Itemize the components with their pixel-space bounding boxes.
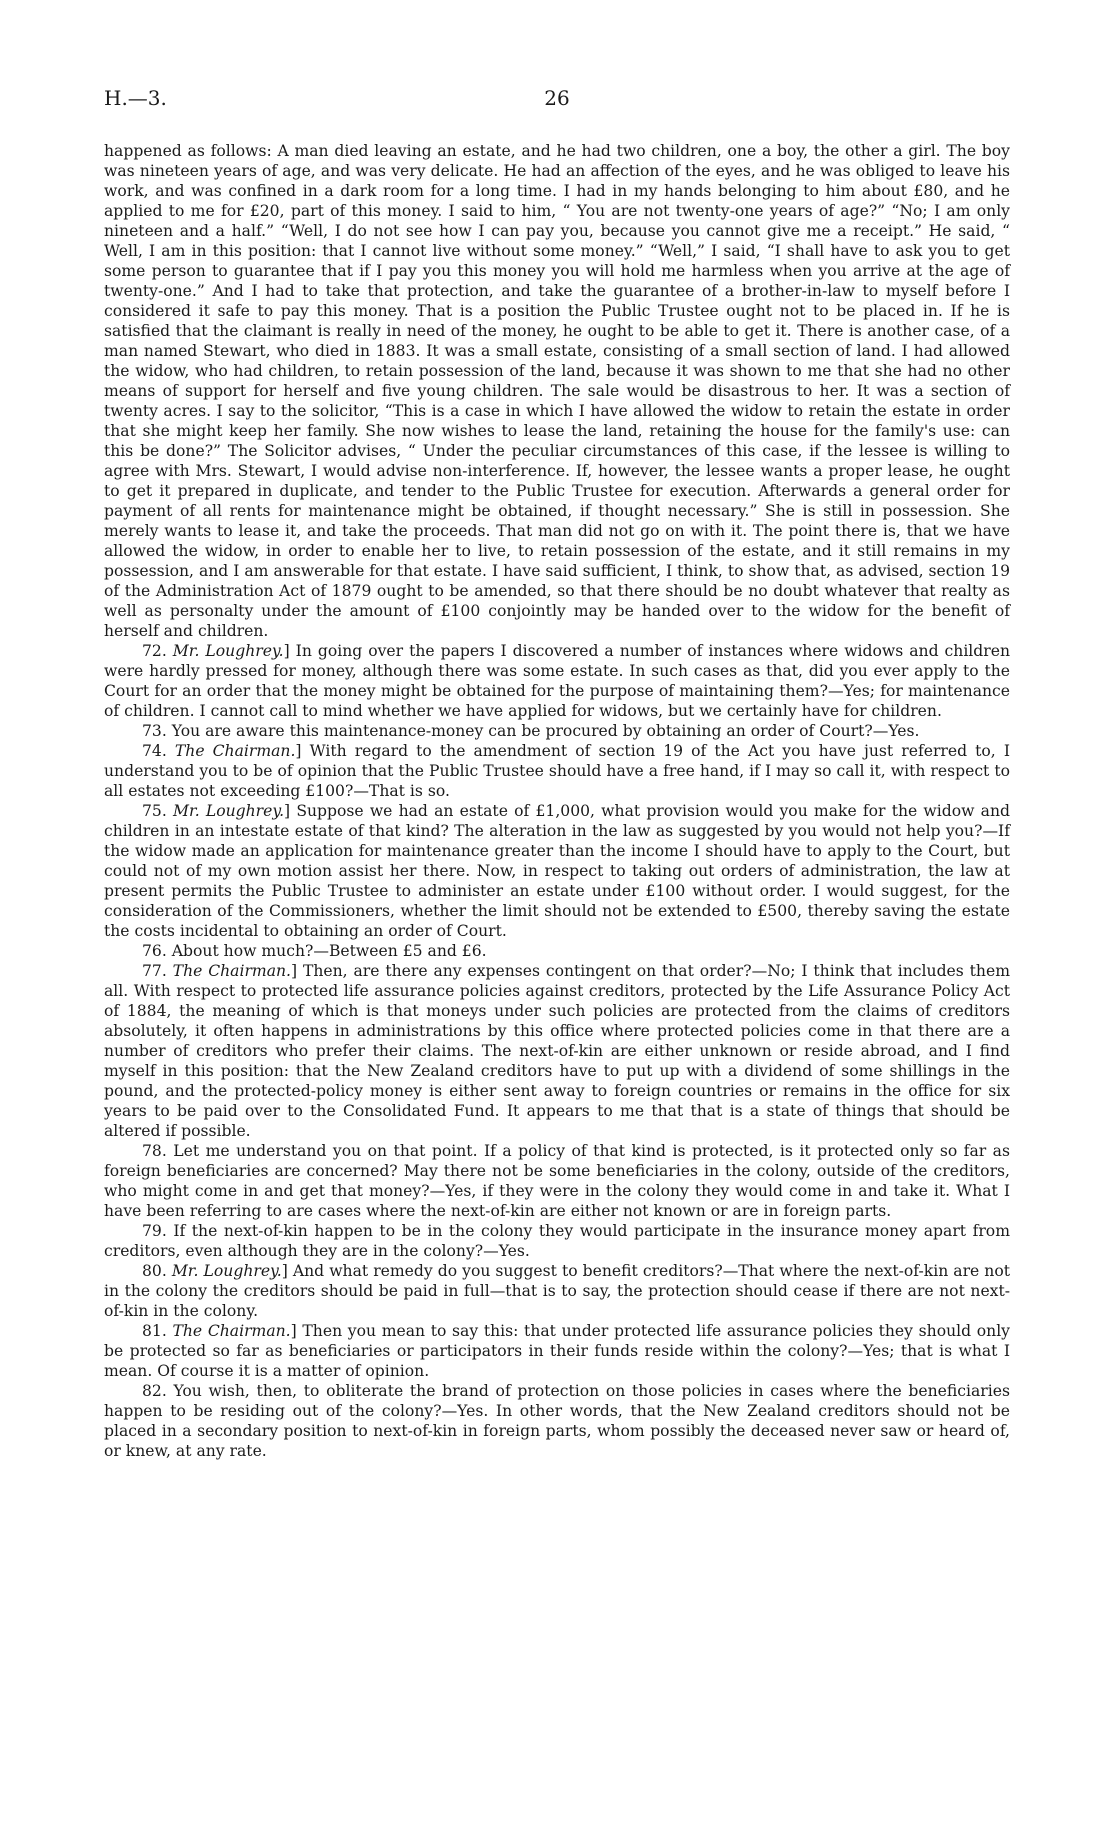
page-reference: H.—3. — [104, 86, 167, 110]
paragraph-text: ] In going over the papers I discovered a number of instances where widows and children were hardly pressed for money, although there was some estate. In such cases as that, did you ever apply to the Court for an order that the money might be obtained for the purpose of maintaining them?—Yes; for maintenance of children. I cannot call to mind whether we have applied for widows, but we certainly have for children. — [104, 642, 1011, 720]
paragraph-text: happened as follows: A man died leaving an estate, and he had two children, one a boy, the other a girl. The boy was nineteen years of age, and was very delicate. He had an affection of the eyes, and he was obliged to leave his work, and was confined in a dark room for a long time. I had in my hands belonging to him about £80, and he applied to me for £20, part of this money. I said to him, “ You are not twenty-one years of age?” “No; I am only nineteen and a half.” “Well, I do not see how I can pay you, because you cannot give me a receipt.” He said, “ Well, I am in this position: that I cannot live without some money.” “Well,” I said, “I shall have to ask you to get some person to guarantee that if I pay you this money you will hold me harmless when you arrive at the age of twenty-one.” And I had to take that protection, and take the guarantee of a brother-in-law to myself before I considered it safe to pay this money. That is a position the Public Trustee ought not to be placed in. If he is satisfied that the claimant is really in need of the money, he ought to be able to get it. There is another case, of a man named Stewart, who died in 1883. It was a small estate, consisting of a small section of land. I had allowed the widow, who had children, to retain possession of the land, because it was shown to me that she had no other means of support for herself and five young children. The sale would be disastrous to her. It was a section of twenty acres. I say to the solicitor, “This is a case in which I have allowed the widow to retain the estate in order that she might keep her family. She now wishes to lease the land, retaining the house for the family's use: can this be done?” The Solicitor advises, “ Under the peculiar circumstances of this case, if the lessee is willing to agree with Mrs. Stewart, I would advise non-interference. If, however, the lessee wants a proper lease, he ought to get it prepared in duplicate, and tender to the Public Trustee for execution. Afterwards a general order for payment of all rents for maintenance might be obtained, if thought necessary.” She is still in possession. She merely wants to lease it, and take the proceeds. That man did not go on with it. The point there is, that we have allowed the widow, in order to enable her to live, to retain possession of the estate, and it still remains in my possession, and I am answerable for that estate. I have said sufficient, I think, to show that, as advised, section 19 of the Administration Act of 1879 ought to be amended, so that there should be no doubt whatever that realty as well as personalty under the amount of £100 conjointly may be handed over to the widow for the benefit of herself and children. — [104, 142, 1010, 640]
paragraph — [104, 141, 1010, 641]
paragraph — [104, 1141, 1010, 1221]
page-header — [104, 78, 1010, 118]
question-number: 72. — [142, 642, 173, 660]
speaker-name: Mr. Loughrey. — [173, 802, 285, 820]
paragraph — [104, 941, 1010, 961]
question-number: 79. — [142, 1222, 174, 1240]
question-number: 81. — [142, 1322, 173, 1340]
speaker-name: The Chairman. — [172, 962, 292, 980]
question-number: 77. — [142, 962, 173, 980]
speaker-name: Mr. Loughrey. — [171, 1262, 282, 1280]
paragraph-text: ] Then, are there any expenses contingent on that order?—No; I think that includes them all. With respect to protected life assurance policies against creditors, protected by the Life Assurance Policy Act of 1884, the meaning of which is that moneys under such policies are protected from the claims of creditors absolutely, it often happens in administrations by this office where protected policies come in that there are a number of creditors who prefer their claims. The next-of-kin are either unknown or reside abroad, and I find myself in this position: that the New Zealand creditors have to put up with a dividend of some shillings in the pound, and the protected-policy money is either sent away to foreign countries or remains in the office for six years to be paid over to the Consolidated Fund. It appears to me that that is a state of things that should be altered if possible. — [104, 962, 1010, 1140]
paragraph — [104, 641, 1010, 721]
paragraph — [104, 801, 1010, 941]
paragraph-text: If the next-of-kin happen to be in the colony they would participate in the insurance money apart from creditors, even although they are in the colony?—Yes. — [104, 1222, 1010, 1260]
document-body — [104, 141, 1010, 1461]
paragraph — [104, 1321, 1010, 1381]
speaker-name: Mr. Loughrey. — [172, 642, 284, 660]
paragraph-text: ] With regard to the amendment of section 19 of the Act you have just referred to, I understand you to be of opinion that the Public Trustee should have a free hand, if I may so call it, with respect to all estates not exceeding £100?—That is so. — [104, 742, 1010, 800]
paragraph-text: ] And what remedy do you suggest to benefit creditors?—That where the next-of-kin are not in the colony the creditors should be paid in full—that is to say, the protection should cease if there are not next-of-kin in the colony. — [104, 1262, 1010, 1320]
page-number: 26 — [544, 86, 570, 110]
paragraph-text: ] Then you mean to say this: that under protected life assurance policies they should only be protected so far as beneficiaries or participators in their funds reside within the colony?—Yes; that is what I mean. Of course it is a matter of opinion. — [104, 1322, 1010, 1380]
question-number: 80. — [142, 1262, 172, 1280]
question-number: 78. — [142, 1142, 174, 1160]
question-number: 76. — [142, 942, 172, 960]
paragraph — [104, 1381, 1010, 1461]
paragraph-text: You wish, then, to obliterate the brand of protection on those policies in cases where the beneficiaries happen to be residing out of the colony?—Yes. In other words, that the New Zealand creditors should not be placed in a secondary position to next-of-kin in foreign parts, whom possibly the deceased never saw or heard of, or knew, at any rate. — [104, 1382, 1010, 1460]
question-number: 82. — [142, 1382, 174, 1400]
paragraph — [104, 741, 1010, 801]
paragraph-text: ] Suppose we had an estate of £1,000, what provision would you make for the widow and children in an intestate estate of that kind? The alteration in the law as suggested by you would not help you?—If the widow made an application for maintenance greater than the income I should have to apply to the Court, but could not of my own motion assist her there. Now, in respect to taking out orders of administration, the law at present permits the Public Trustee to administer an estate under £100 without order. I would suggest, for the consideration of the Commissioners, whether the limit should not be extended to £500, thereby saving the estate the costs incidental to obtaining an order of Court. — [104, 802, 1010, 940]
paragraph — [104, 1261, 1010, 1321]
paragraph — [104, 721, 1010, 741]
question-number: 74. — [142, 742, 175, 760]
question-number: 75. — [142, 802, 173, 820]
paragraph-text: You are aware this maintenance-money can be procured by obtaining an order of Court?—Yes. — [171, 722, 920, 740]
paragraph — [104, 1221, 1010, 1261]
question-number: 73. — [142, 722, 172, 740]
speaker-name: The Chairman. — [172, 1322, 291, 1340]
speaker-name: The Chairman. — [174, 742, 296, 760]
paragraph — [104, 961, 1010, 1141]
paragraph-text: Let me understand you on that point. If a policy of that kind is protected, is it protected only so far as foreign beneficiaries are concerned? May there not be some beneficiaries in the colony, outside of the creditors, who might come in and get that money?—Yes, if they were in the colony they would come in and take it. What I have been referring to are cases where the next-of-kin are either not known or are in foreign parts. — [104, 1142, 1010, 1220]
paragraph-text: About how much?—Between £5 and £6. — [171, 942, 487, 960]
